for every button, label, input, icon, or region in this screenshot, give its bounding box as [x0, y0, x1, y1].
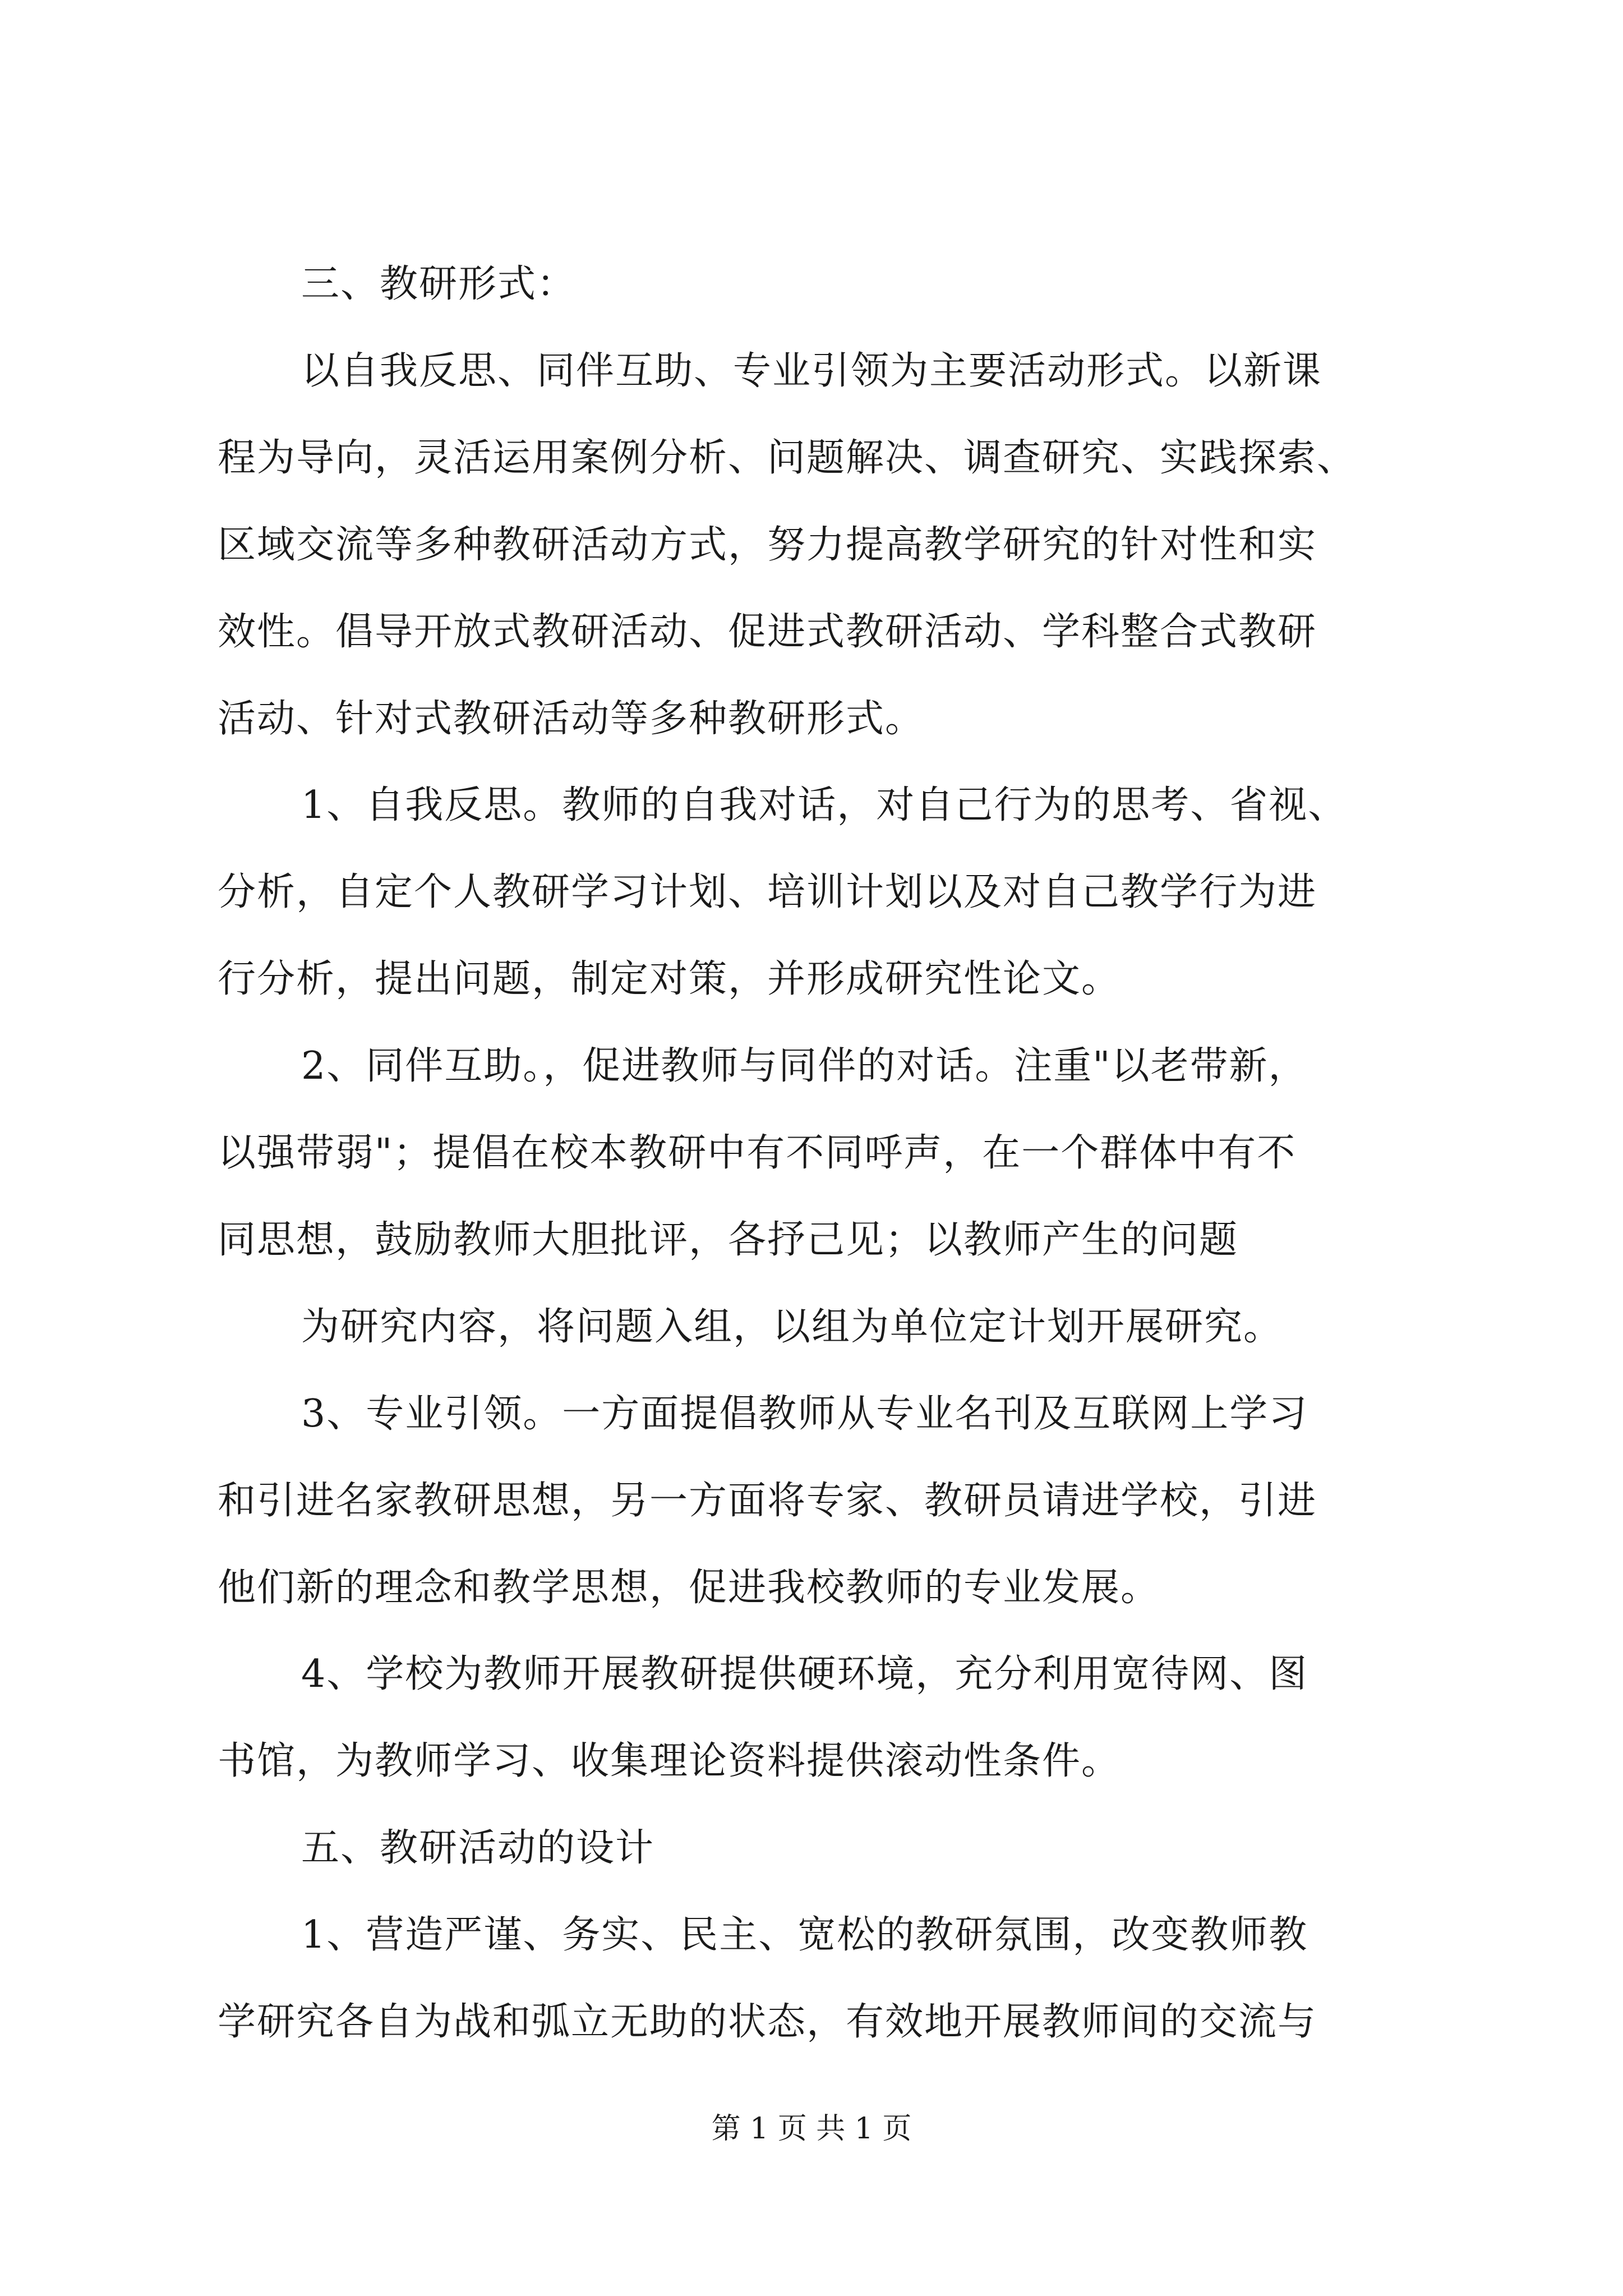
- paragraph-line: 为研究内容，将问题入组，以组为单位定计划开展研究。: [301, 1305, 1283, 1349]
- paragraph-line: 程为导向，灵活运用案例分析、问题解决、调查研究、实践探索、: [218, 436, 1357, 480]
- paragraph-line: 他们新的理念和教学思想，促进我校教师的专业发展。: [218, 1566, 1160, 1610]
- paragraph-line: 2、同伴互助。，促进教师与同伴的对话。注重"以老带新，: [301, 1044, 1308, 1088]
- paragraph-line: 区域交流等多种教研活动方式，努力提高教学研究的针对性和实: [218, 523, 1317, 567]
- paragraph-line: 活动、针对式教研活动等多种教研形式。: [218, 697, 925, 741]
- paragraph-line: 效性。倡导开放式教研活动、促进式教研活动、学科整合式教研: [218, 610, 1317, 654]
- paragraph-line: 4、学校为教师开展教研提供硬环境，充分利用宽待网、图: [301, 1652, 1308, 1696]
- paragraph-line: 行分析，提出问题，制定对策，并形成研究性论文。: [218, 957, 1121, 1001]
- heading-teaching-research-forms: 三、教研形式：: [301, 262, 577, 306]
- paragraph-line: 分析，自定个人教研学习计划、培训计划以及对自己教学行为进: [218, 870, 1317, 914]
- paragraph-line: 以强带弱"；提倡在校本教研中有不同呼声，在一个群体中有不: [218, 1131, 1297, 1175]
- paragraph-line: 1、营造严谨、务实、民主、宽松的教研氛围，改变教师教: [301, 1913, 1308, 1957]
- page-number-footer: 第 1 页 共 1 页: [711, 2112, 912, 2146]
- paragraph-line: 1、自我反思。教师的自我对话，对自己行为的思考、省视、: [301, 783, 1348, 827]
- paragraph-line: 和引进名家教研思想，另一方面将专家、教研员请进学校，引进: [218, 1479, 1317, 1523]
- paragraph-line: 3、专业引领。一方面提倡教师从专业名刊及互联网上学习: [301, 1392, 1308, 1436]
- paragraph-line: 学研究各自为战和弧立无助的状态，有效地开展教师间的交流与: [218, 2000, 1317, 2044]
- heading-activity-design: 五、教研活动的设计: [301, 1826, 655, 1870]
- paragraph-line: 同思想，鼓励教师大胆批评，各抒己见；以教师产生的问题: [218, 1218, 1239, 1262]
- paragraph-line: 以自我反思、同伴互助、专业引领为主要活动形式。以新课: [301, 349, 1322, 393]
- paragraph-line: 书馆，为教师学习、收集理论资料提供滚动性条件。: [218, 1739, 1121, 1783]
